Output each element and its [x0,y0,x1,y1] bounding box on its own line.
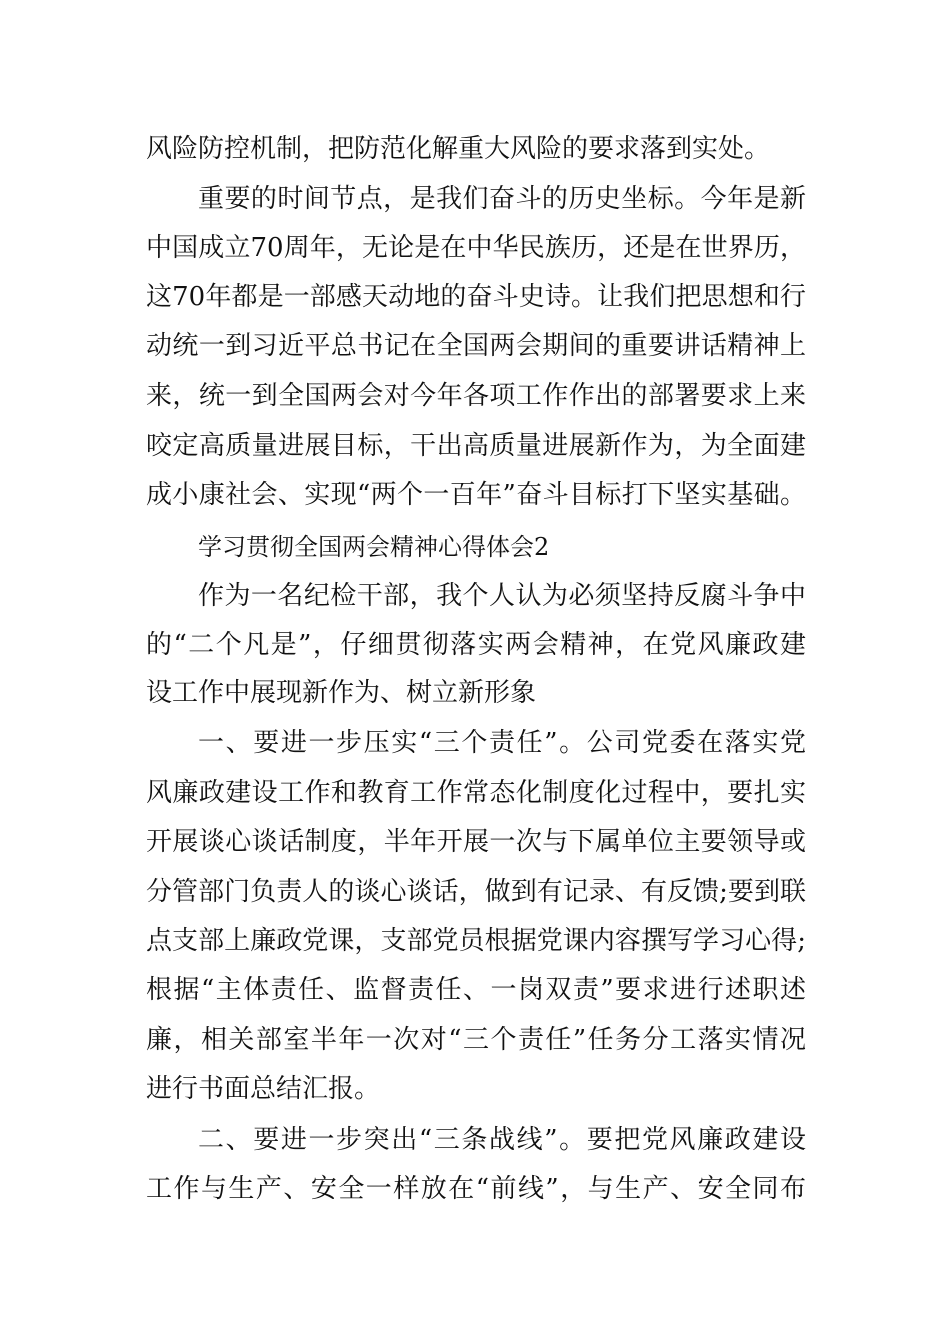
text-line: 开展谈心谈话制度，半年开展一次与下属单位主要领导或 [146,827,806,857]
text-line: 的“二个凡是”，仔细贯彻落实两会精神，在党风廉政建 [146,630,806,660]
text-line: 工作与生产、安全一样放在“前线”，与生产、安全同布 [146,1174,806,1204]
text-line: 咬定高质量进展目标，干出高质量进展新作为，为全面建 [146,431,806,461]
text-line: 一、要进一步压实“三个责任”。公司党委在落实党 [198,728,806,758]
text-line: 重要的时间节点，是我们奋斗的历史坐标。今年是新 [198,184,806,214]
text-line: 这70年都是一部感天动地的奋斗史诗。让我们把思想和行 [146,282,806,312]
text-line: 动统一到习近平总书记在全国两会期间的重要讲话精神上 [146,331,806,361]
text-line: 点支部上廉政党课，支部党员根据党课内容撰写学习心得; [146,926,806,956]
text-line: 来，统一到全国两会对今年各项工作作出的部署要求上来 [146,381,806,411]
text-line: 设工作中展现新作为、树立新形象 [146,678,537,708]
text-line: 进行书面总结汇报。 [146,1074,381,1104]
section-heading: 学习贯彻全国两会精神心得体会2 [198,533,550,561]
text-line: 风廉政建设工作和教育工作常态化制度化过程中，要扎实 [146,778,806,808]
text-line: 风险防控机制，把防范化解重大风险的要求落到实处。 [146,134,771,164]
text-line: 廉，相关部室半年一次对“三个责任”任务分工落实情况 [146,1025,806,1055]
text-line: 二、要进一步突出“三条战线”。要把党风廉政建设 [198,1125,806,1155]
text-line: 根据“主体责任、监督责任、一岗双责”要求进行述职述 [146,975,806,1005]
text-line: 成小康社会、实现“两个一百年”奋斗目标打下坚实基础。 [146,480,806,510]
text-line: 中国成立70周年，无论是在中华民族历，还是在世界历， [146,233,806,263]
text-line: 分管部门负责人的谈心谈话，做到有记录、有反馈;要到联 [146,877,806,907]
text-line: 作为一名纪检干部，我个人认为必须坚持反腐斗争中 [198,581,806,611]
